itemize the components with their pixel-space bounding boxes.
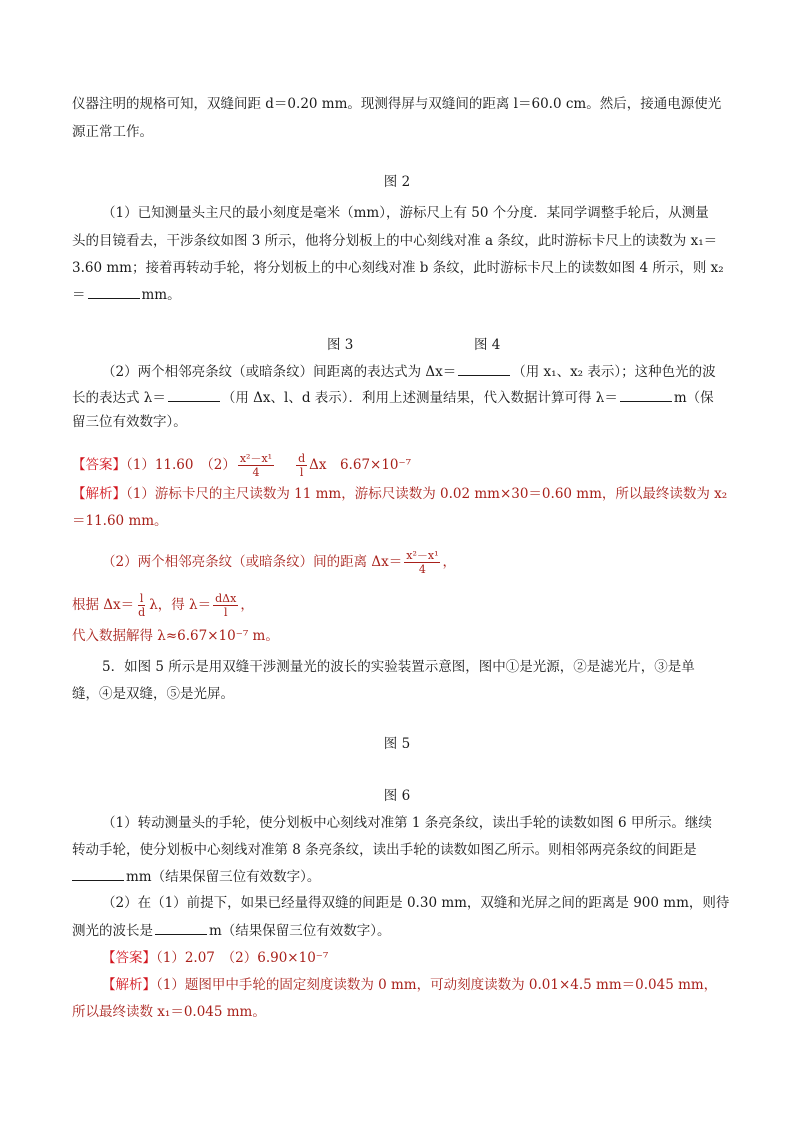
q2-line-3: 留三位有效数字）。 [72, 414, 187, 430]
answer-blank-lambda-value[interactable] [620, 387, 672, 402]
q1-line-2: 头的目镜看去，干涉条纹如图 3 所示，他将分划板上的中心刻线对准 a 条纹，此时游标卡尺上的读数为 x₁＝ [72, 233, 718, 249]
fraction-denominator: 4 [252, 466, 260, 479]
q2-line-1-b: （用 x₁、x₂ 表示）；这种色光的波 [512, 364, 716, 380]
answer-1-a: （1）11.60 （2） [126, 457, 236, 473]
q5-line-2: 缝，④是双缝，⑤是光屏。 [72, 686, 234, 702]
fraction-denominator: l [223, 606, 228, 619]
analysis-tag: 【解析】 [72, 486, 126, 502]
fraction-numerator: x²－x¹ [406, 549, 439, 562]
q5b-line-2-a: 测光的波长是 [72, 923, 153, 939]
answer-2 [102, 948, 328, 968]
q5b-line-2 [72, 920, 391, 941]
fraction-numerator: dΔx [215, 592, 237, 605]
figure-6-caption: 图 6 [383, 788, 411, 804]
analysis-fraction-dx [404, 549, 440, 576]
q1-line-4-suffix: mm。 [141, 287, 181, 303]
q5b-line-2-b: m（结果保留三位有效数字）。 [209, 923, 391, 939]
figure-3-caption: 图 3 [327, 337, 354, 353]
q1-line-3: 3.60 mm；接着再转动手轮，将分划板上的中心刻线对准 b 条纹，此时游标卡尺上的读数如图 4 所示，则 x₂ [72, 260, 724, 276]
q5a-line-3-text: mm（结果保留三位有效数字）。 [126, 869, 321, 885]
analysis-1-line-4-b: λ，得 λ＝ [149, 597, 212, 613]
analysis-1-line-4 [72, 592, 254, 619]
q5a-line-3 [72, 866, 320, 887]
answer-blank-lambda-expr[interactable] [168, 387, 220, 402]
answer-1-fraction-2 [296, 452, 307, 479]
q5-line-1: 5．如图 5 所示是用双缝干涉测量光的波长的实验装置示意图，图中①是光源，②是滤光片，③是单 [102, 659, 695, 675]
intro-line-2: 源正常工作。 [72, 124, 153, 140]
q2-line-1 [102, 361, 716, 382]
fraction-numerator: d [298, 452, 306, 465]
q2-line-2-b: （用 Δx、l、d 表示）．利用上述测量结果，代入数据计算可得 λ＝ [221, 390, 618, 406]
answer-1-fraction-1 [238, 452, 274, 479]
figure-4-caption: 图 4 [474, 337, 501, 353]
fraction-numerator: x²－x¹ [239, 452, 273, 465]
figure-5-caption: 图 5 [383, 736, 411, 752]
q2-line-2-c: m（保 [673, 390, 714, 406]
analysis-2-line-2: 所以最终读数 x₁＝0.045 mm。 [72, 1004, 266, 1020]
analysis-2-line-1 [102, 975, 717, 995]
q5a-line-2: 转动手轮，使分划板中心刻线对准第 8 条亮条纹，读出手轮的读数如图乙所示。则相邻两亮条纹的间距是 [72, 842, 697, 858]
answer-blank-wavelength[interactable] [155, 920, 207, 935]
analysis-tag: 【解析】 [102, 977, 156, 993]
answer-blank-spacing[interactable] [72, 866, 124, 881]
intro-line-1: 仪器注明的规格可知，双缝间距 d＝0.20 mm。现测得屏与双缝间的距离 l＝60.0 cm。然后，接通电源使光 [72, 96, 722, 112]
analysis-1-line-5: 代入数据解得 λ≈6.67×10⁻⁷ m。 [72, 628, 279, 644]
q5b-line-1: （2）在（1）前提下，如果已经量得双缝的间距是 0.30 mm，双缝和光屏之间的距离是 900 mm，则待 [102, 895, 730, 911]
answer-1 [72, 452, 411, 479]
answer-tag: 【答案】 [102, 950, 156, 966]
fraction-denominator: 4 [418, 563, 426, 576]
q5a-line-1: （1）转动测量头的手轮，使分划板中心刻线对准第 1 条亮条纹，读出手轮的读数如图 6 甲所示。继续 [102, 815, 712, 831]
answer-blank-dx[interactable] [458, 361, 510, 376]
analysis-1-line-1-text: （1）游标卡尺的主尺读数为 11 mm，游标尺读数为 0.02 mm×30＝0.60 mm，所以最终读数为 x₂ [126, 486, 728, 502]
figure-2-caption: 图 2 [383, 174, 411, 190]
answer-1-b: Δx 6.67×10⁻⁷ [309, 457, 412, 473]
analysis-2-line-1-text: （1）题图甲中手轮的固定刻度读数为 0 mm，可动刻度读数为 0.01×4.5 mm＝0.045 mm， [156, 977, 718, 993]
analysis-1-line-2: ＝11.60 mm。 [72, 513, 168, 529]
fraction-denominator: l [299, 466, 304, 479]
q2-line-2-a: 长的表达式 λ＝ [72, 390, 166, 406]
answer-blank-x2[interactable] [88, 284, 140, 299]
q2-line-1-a: （2）两个相邻亮条纹（或暗条纹）间距离的表达式为 Δx＝ [102, 364, 457, 380]
analysis-1-line-4-a: 根据 Δx＝ [72, 597, 135, 613]
q1-line-1: （1）已知测量头主尺的最小刻度是毫米（mm），游标尺上有 50 个分度．某同学调整手轮后，从测量 [102, 205, 709, 221]
q1-line-4 [72, 284, 181, 305]
analysis-1-line-3-a: （2）两个相邻亮条纹（或暗条纹）间的距离 Δx＝ [102, 554, 403, 570]
analysis-1-line-3-b: ， [442, 554, 456, 570]
answer-2-text: （1）2.07 （2）6.90×10⁻⁷ [156, 950, 329, 966]
q1-line-4-prefix: ＝ [72, 287, 86, 303]
fraction-numerator: l [139, 592, 144, 605]
analysis-1-line-1 [72, 484, 727, 504]
q2-line-2 [72, 387, 714, 408]
analysis-fraction-l-over-d [136, 592, 147, 619]
analysis-1-line-4-c: ， [240, 597, 254, 613]
analysis-fraction-lambda [213, 592, 238, 619]
fraction-denominator: d [138, 606, 146, 619]
analysis-1-line-3 [102, 549, 456, 576]
answer-tag: 【答案】 [72, 457, 126, 473]
